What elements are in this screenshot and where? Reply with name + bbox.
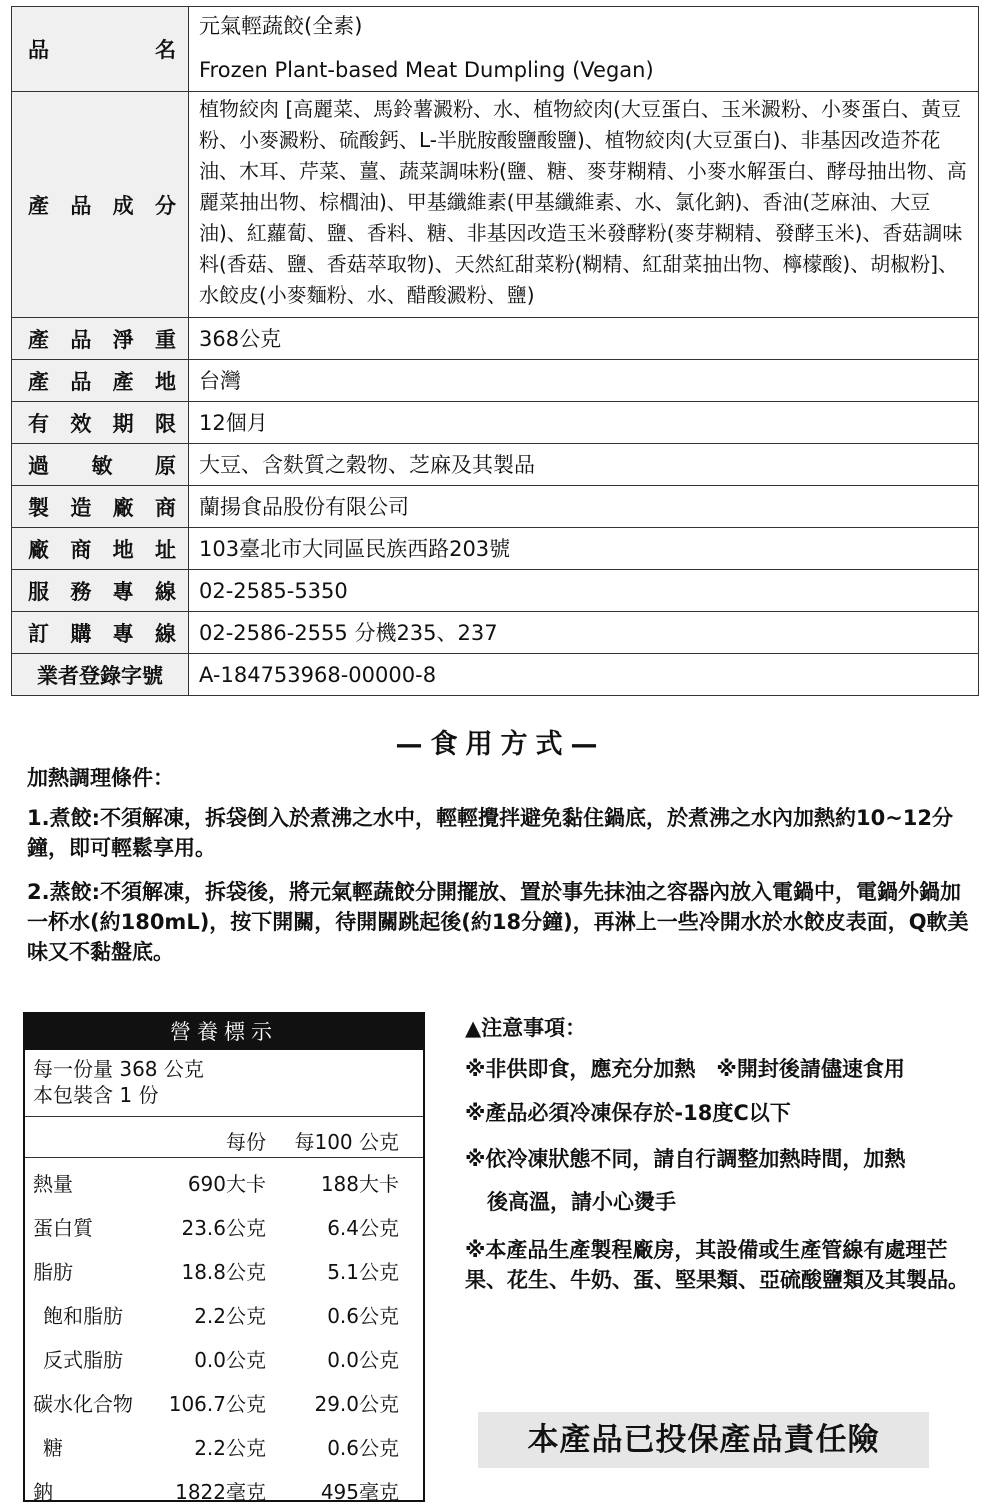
info-row-label: 製造廠商 bbox=[12, 486, 189, 528]
info-row-label: 服務專線 bbox=[12, 570, 189, 612]
product-name-zh: 元氣輕蔬餃(全素) bbox=[199, 14, 363, 38]
nutrient-per-serving: 18.8公克 bbox=[181, 1260, 266, 1284]
nutrition-serving bbox=[25, 1050, 423, 1117]
info-row-label: 產品產地 bbox=[12, 360, 189, 402]
nutrition-facts-table bbox=[23, 1012, 425, 1502]
nutrient-name: 糖 bbox=[43, 1436, 63, 1460]
nutrition-row bbox=[25, 1378, 423, 1422]
nutrient-name: 碳水化合物 bbox=[33, 1392, 133, 1416]
insurance-banner: 本產品已投保產品責任險 bbox=[478, 1412, 929, 1468]
nutrition-row bbox=[25, 1334, 423, 1378]
notice-item: ※非供即食，應充分加熱 ※開封後請儘速食用 bbox=[465, 1057, 905, 1081]
info-row-label: 產品淨重 bbox=[12, 318, 189, 360]
info-row-value: 台灣 bbox=[189, 360, 979, 402]
nutrition-row bbox=[25, 1466, 423, 1510]
nutrition-row bbox=[25, 1246, 423, 1290]
nutrient-per-100g: 0.6公克 bbox=[327, 1436, 399, 1460]
nutrient-per-100g: 0.6公克 bbox=[327, 1304, 399, 1328]
info-row-value: 103臺北市大同區民族西路203號 bbox=[189, 528, 979, 570]
info-row-value: A-184753968-00000-8 bbox=[189, 654, 979, 696]
nutrient-name: 熱量 bbox=[33, 1172, 73, 1196]
nutrient-per-serving: 2.2公克 bbox=[194, 1436, 266, 1460]
usage-step-steam: 2.蒸餃:不須解凍，拆袋後，將元氣輕蔬餃分開擺放、置於事先抹油之容器內放入電鍋中，電鍋外鍋加一杯水(約180mL)，按下開關，待開關跳起後(約18分鐘)，再淋上一些冷開水於水餃皮表面，Q軟美味又不黏盤底。 bbox=[27, 880, 969, 964]
notice-item: ※依冷凍狀態不同，請自行調整加熱時間，加熱 bbox=[465, 1147, 906, 1171]
nutrient-per-100g: 5.1公克 bbox=[327, 1260, 399, 1284]
nutrient-per-serving: 2.2公克 bbox=[194, 1304, 266, 1328]
nutrition-row bbox=[25, 1202, 423, 1246]
product-name-cell bbox=[189, 7, 979, 92]
nutrition-row bbox=[25, 1158, 423, 1202]
col-per-serving: 每份 bbox=[226, 1130, 266, 1154]
nutrient-name: 飽和脂肪 bbox=[43, 1304, 123, 1328]
nutrient-per-serving: 0.0公克 bbox=[194, 1348, 266, 1372]
product-name-en: Frozen Plant-based Meat Dumpling (Vegan) bbox=[199, 58, 654, 82]
usage-step-boil: 1.煮餃:不須解凍，拆袋倒入於煮沸之水中，輕輕攪拌避免黏住鍋底，於煮沸之水內加熱約10~12分鐘，即可輕鬆享用。 bbox=[27, 806, 954, 860]
serving-size: 每一份量 368 公克 bbox=[33, 1057, 204, 1081]
info-row-value: 大豆、含麩質之穀物、芝麻及其製品 bbox=[189, 444, 979, 486]
notice-item: ※產品必須冷凍保存於-18度C以下 bbox=[465, 1101, 791, 1125]
ingredients-value: 植物絞肉 [高麗菜、馬鈴薯澱粉、水、植物絞肉(大豆蛋白、玉米澱粉、小麥蛋白、黃豆粉、小麥澱粉、硫酸鈣、L-半胱胺酸鹽酸鹽)、植物絞肉(大豆蛋白)、非基因改造芥花油、木耳、芹菜、薑、蔬菜調味粉(鹽、糖、麥芽糊精、小麥水解蛋白、酵母抽出物、高麗菜抽出物、棕櫚油)、甲基纖維素(甲基纖維素、水、氯化鈉)、香油(芝麻油、大豆油)、紅蘿蔔、鹽、香料、糖、非基因改造玉米發酵粉(麥芽糊精、發酵玉米)、香菇調味料(香菇、鹽、香菇萃取物)、天然紅甜菜粉(糊精、紅甜菜抽出物、檸檬酸)、胡椒粉]、水餃皮(小麥麵粉、水、醋酸澱粉、鹽) bbox=[189, 92, 979, 318]
notice-title: ▲注意事項： bbox=[465, 1016, 587, 1040]
info-row-value: 02-2585-5350 bbox=[189, 570, 979, 612]
info-row-value: 12個月 bbox=[189, 402, 979, 444]
info-row-value: 02-2586-2555 分機235、237 bbox=[189, 612, 979, 654]
usage-title: —食用方式— bbox=[395, 729, 606, 760]
nutrient-per-100g: 29.0公克 bbox=[314, 1392, 399, 1416]
nutrient-per-100g: 495毫克 bbox=[320, 1480, 399, 1504]
product-info-table bbox=[11, 6, 979, 696]
nutrient-name: 鈉 bbox=[33, 1480, 53, 1504]
nutrition-column-headers bbox=[25, 1117, 423, 1158]
col-per-100g: 每100 公克 bbox=[294, 1130, 399, 1154]
ingredients-label: 產品成分 bbox=[12, 92, 189, 318]
nutrient-per-100g: 0.0公克 bbox=[327, 1348, 399, 1372]
info-row-label: 有效期限 bbox=[12, 402, 189, 444]
usage-condition: 加熱調理條件： bbox=[27, 766, 174, 790]
name-label: 品 名 bbox=[12, 7, 189, 92]
servings-per-package: 本包裝含 1 份 bbox=[33, 1083, 159, 1107]
nutrient-per-serving: 23.6公克 bbox=[181, 1216, 266, 1240]
nutrient-per-serving: 106.7公克 bbox=[168, 1392, 266, 1416]
notice-item: ※本產品生產製程廠房，其設備或生產管線有處理芒果、花生、牛奶、蛋、堅果類、亞硫酸鹽類及其製品。 bbox=[465, 1238, 969, 1292]
info-row-label: 業者登錄字號 bbox=[12, 654, 189, 696]
nutrient-name: 脂肪 bbox=[33, 1260, 73, 1284]
nutrition-row bbox=[25, 1422, 423, 1466]
nutrient-per-100g: 6.4公克 bbox=[327, 1216, 399, 1240]
nutrient-name: 蛋白質 bbox=[33, 1216, 93, 1240]
nutrient-per-serving: 1822毫克 bbox=[175, 1480, 266, 1504]
info-row-value: 蘭揚食品股份有限公司 bbox=[189, 486, 979, 528]
nutrient-name: 反式脂肪 bbox=[43, 1348, 123, 1372]
notice-item: 後高溫，請小心燙手 bbox=[487, 1190, 676, 1214]
info-row-label: 訂購專線 bbox=[12, 612, 189, 654]
info-row-value: 368公克 bbox=[189, 318, 979, 360]
info-row-label: 過敏原 bbox=[12, 444, 189, 486]
nutrition-row bbox=[25, 1290, 423, 1334]
nutrition-header: 營養標示 bbox=[25, 1014, 423, 1050]
nutrient-per-serving: 690大卡 bbox=[187, 1172, 266, 1196]
info-row-label: 廠商地址 bbox=[12, 528, 189, 570]
nutrient-per-100g: 188大卡 bbox=[320, 1172, 399, 1196]
